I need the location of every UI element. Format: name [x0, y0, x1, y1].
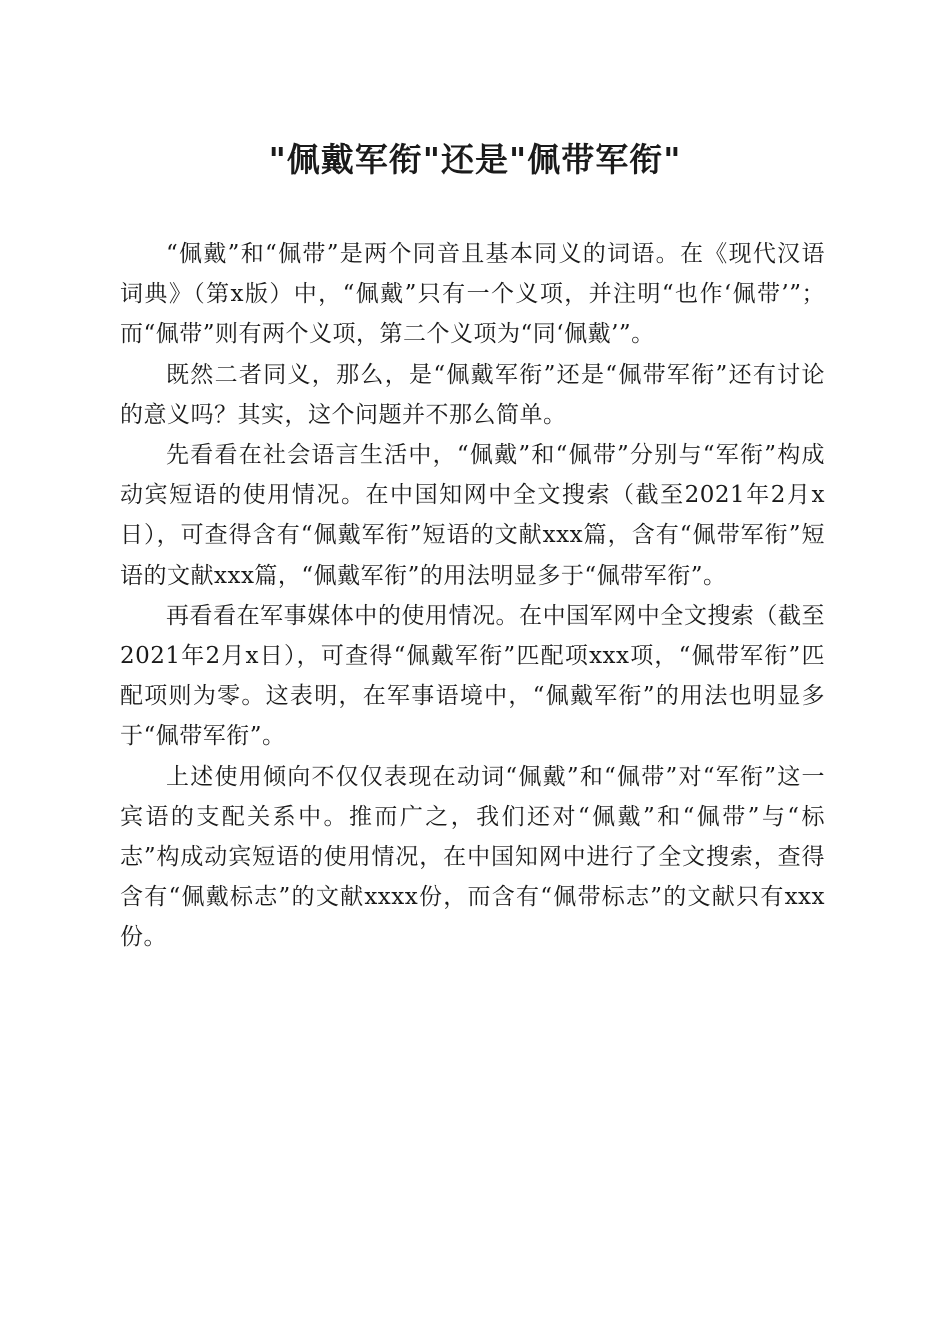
paragraph-5: 上述使用倾向不仅仅表现在动词“佩戴”和“佩带”对“军衔”这一宾语的支配关系中。推而广之，我们还对“佩戴”和“佩带”与“标志”构成动宾短语的使用情况，在中国知网中进行了全文搜索，查得含有“佩戴标志”的文献xxxx份，而含有“佩带标志”的文献只有xxx份。 [120, 763, 825, 951]
paragraph-1: “佩戴”和“佩带”是两个同音且基本同义的词语。在《现代汉语词典》（第x版）中，“佩戴”只有一个义项，并注明“也作‘佩带’”；而“佩带”则有两个义项，第二个义项为“同‘佩戴’”。 [120, 241, 825, 348]
document-body [120, 234, 825, 958]
paragraph-3: 先看看在社会语言生活中，“佩戴”和“佩带”分别与“军衔”构成动宾短语的使用情况。在中国知网中全文搜索（截至2021年2月x日），可查得含有“佩戴军衔”短语的文献xxx篇，含有“佩带军衔”短语的文献xxx篇，“佩戴军衔”的用法明显多于“佩带军衔”。 [120, 442, 825, 589]
paragraph-2: 既然二者同义，那么，是“佩戴军衔”还是“佩带军衔”还有讨论的意义吗？其实，这个问题并不那么简单。 [120, 361, 825, 428]
paragraph-4: 再看看在军事媒体中的使用情况。在中国军网中全文搜索（截至2021年2月x日），可查得“佩戴军衔”匹配项xxx项，“佩带军衔”匹配项则为零。这表明，在军事语境中，“佩戴军衔”的用法也明显多于“佩带军衔”。 [120, 602, 825, 750]
document-title: "佩戴军衔"还是"佩带军衔" [268, 140, 682, 179]
